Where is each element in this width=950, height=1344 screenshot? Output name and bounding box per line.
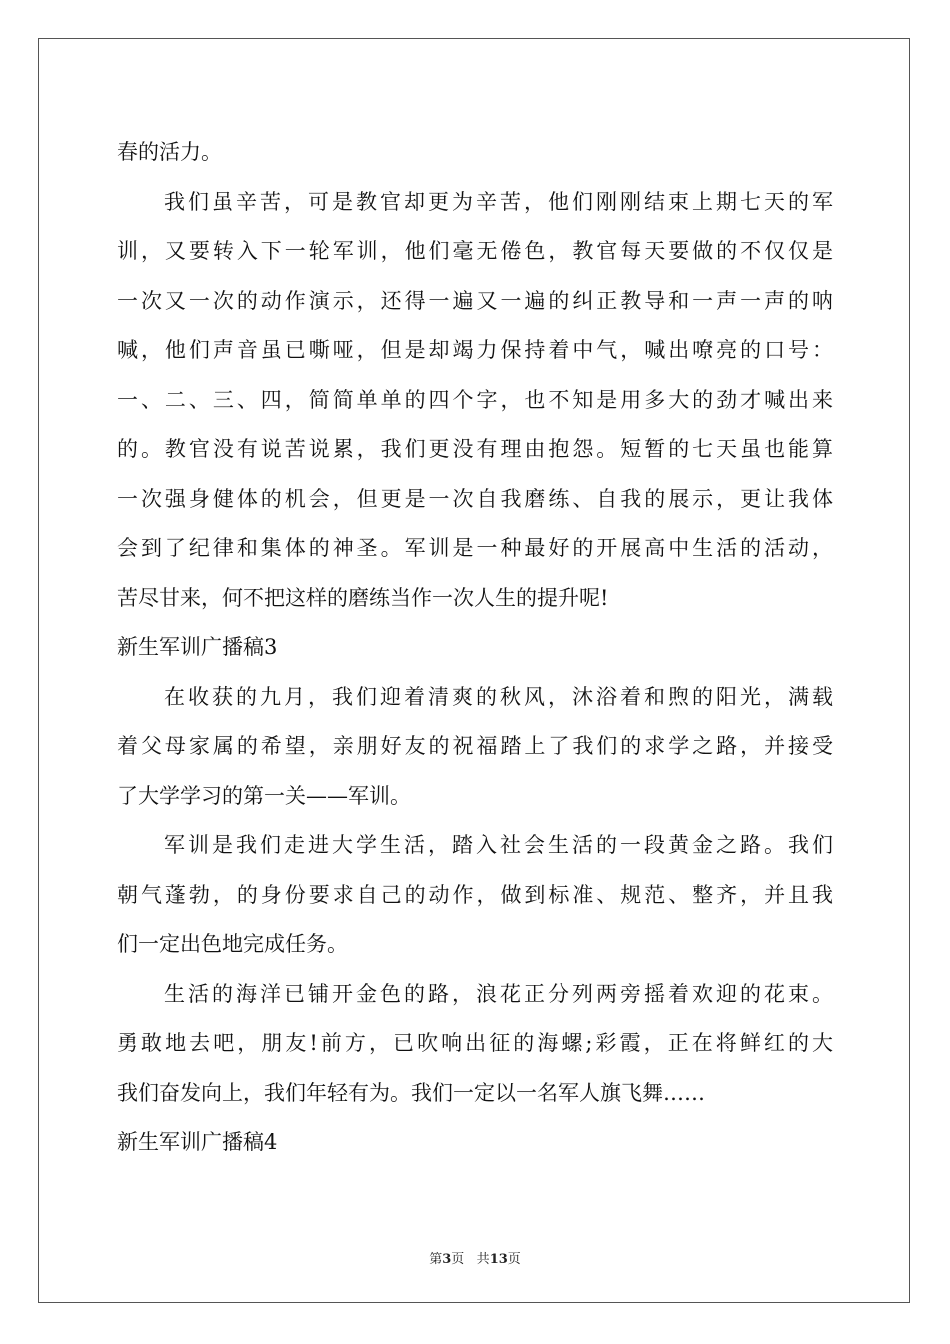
paragraph-line: 军训是我们走进大学生活，踏入社会生活的一段黄金之路。我们 <box>164 833 833 857</box>
paragraph-line: 苦尽甘来，何不把这样的磨练当作一次人生的提升呢! <box>117 585 609 610</box>
footer-total-prefix: 共 <box>476 1252 490 1267</box>
footer-total-pages: 13 <box>489 1252 508 1267</box>
footer-page-number: 3 <box>442 1252 452 1267</box>
paragraph-line: 我们奋发向上，我们年轻有为。我们一定以一名军人旗飞舞…… <box>117 1080 705 1105</box>
paragraph-line: 了大学学习的第一关——军训。 <box>117 783 411 808</box>
paragraph-line: 在收获的九月，我们迎着清爽的秋风，沐浴着和煦的阳光，满载 <box>164 684 833 709</box>
paragraph-line: 训，又要转入下一轮军训，他们毫无倦色，教官每天要做的不仅仅是 <box>117 239 833 263</box>
page-footer <box>0 1248 950 1267</box>
footer-page-suffix: 页 <box>451 1252 465 1267</box>
section-heading: 新生军训广播稿4 <box>117 1130 278 1154</box>
paragraph-line: 喊，他们声音虽已嘶哑，但是却竭力保持着中气，喊出嘹亮的口号： <box>117 338 833 362</box>
paragraph-line: 朝气蓬勃，的身份要求自己的动作，做到标准、规范、整齐，并且我 <box>117 882 833 907</box>
paragraph-line: 的。教官没有说苦说累，我们更没有理由抱怨。短暂的七天虽也能算 <box>117 437 833 461</box>
footer-prefix: 第 <box>429 1252 443 1267</box>
paragraph-line: 会到了纪律和集体的神圣。军训是一种最好的开展高中生活的活动， <box>117 536 833 560</box>
document-body <box>117 128 833 1168</box>
text-line: 春的活力。 <box>117 140 222 164</box>
paragraph-line: 勇敢地去吧，朋友!前方，已吹响出征的海螺;彩霞，正在将鲜红的大 <box>117 1031 833 1055</box>
paragraph-line: 着父母家属的希望，亲朋好友的祝福踏上了我们的求学之路，并接受 <box>117 734 833 758</box>
paragraph-line: 一次又一次的动作演示，还得一遍又一遍的纠正教导和一声一声的呐 <box>117 288 833 313</box>
footer-total-suffix: 页 <box>507 1252 521 1267</box>
paragraph-line: 们一定出色地完成任务。 <box>117 932 348 956</box>
paragraph-line: 生活的海洋已铺开金色的路，浪花正分列两旁摇着欢迎的花束。 <box>164 981 833 1006</box>
paragraph-line: 一、二、三、四，简简单单的四个字，也不知是用多大的劲才喊出来 <box>117 387 833 412</box>
paragraph-line: 我们虽辛苦，可是教官却更为辛苦，他们刚刚结束上期七天的军 <box>164 189 833 214</box>
section-heading: 新生军训广播稿3 <box>117 635 278 659</box>
paragraph-line: 一次强身健体的机会，但更是一次自我磨练、自我的展示，更让我体 <box>117 486 833 511</box>
